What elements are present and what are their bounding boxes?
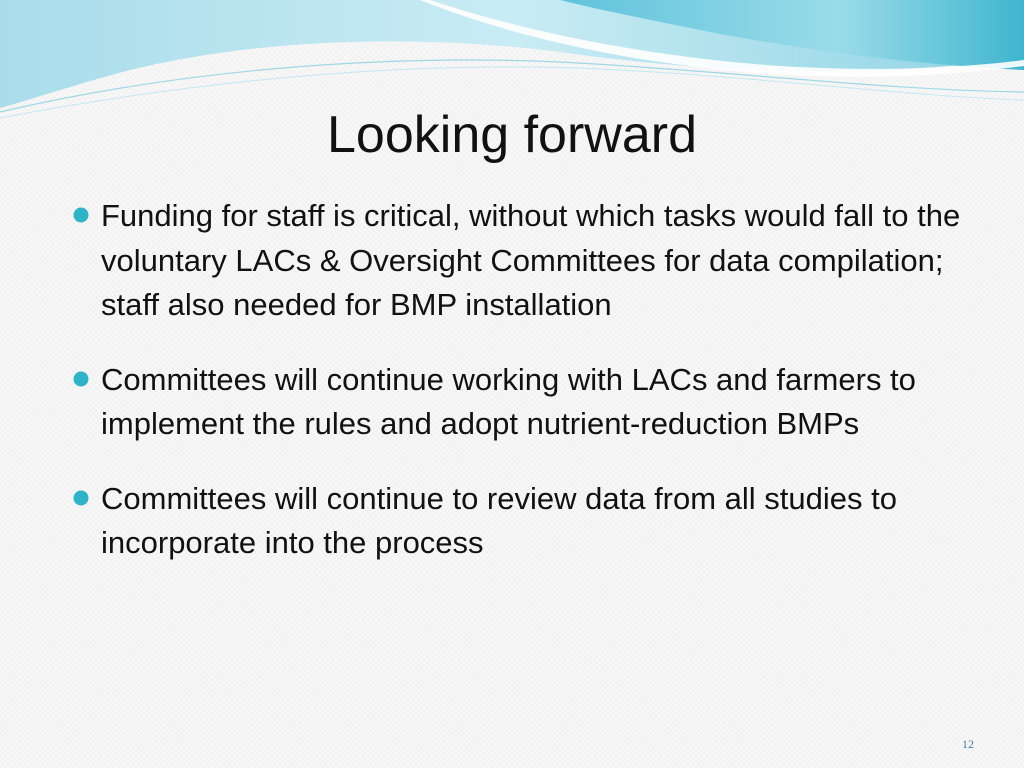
bullet-list	[72, 194, 972, 596]
bullet-text: Funding for staff is critical, without which tasks would fall to the voluntary LACs & Oversight Committees for data compilation; staff also needed for BMP installation	[101, 198, 961, 322]
slide-title: Looking forward	[327, 106, 697, 164]
bullet-text: Committees will continue working with LACs and farmers to implement the rules and adopt nutrient-reduction BMPs	[101, 361, 916, 441]
bullet-icon	[73, 207, 89, 223]
bullet-icon	[73, 371, 89, 387]
bullet-item	[72, 358, 972, 447]
bullet-item	[72, 194, 972, 328]
bullet-icon	[73, 490, 89, 506]
slide-number: 12	[962, 737, 974, 751]
bullet-text: Committees will continue to review data from all studies to incorporate into the process	[101, 480, 897, 560]
bullet-item	[72, 477, 972, 566]
